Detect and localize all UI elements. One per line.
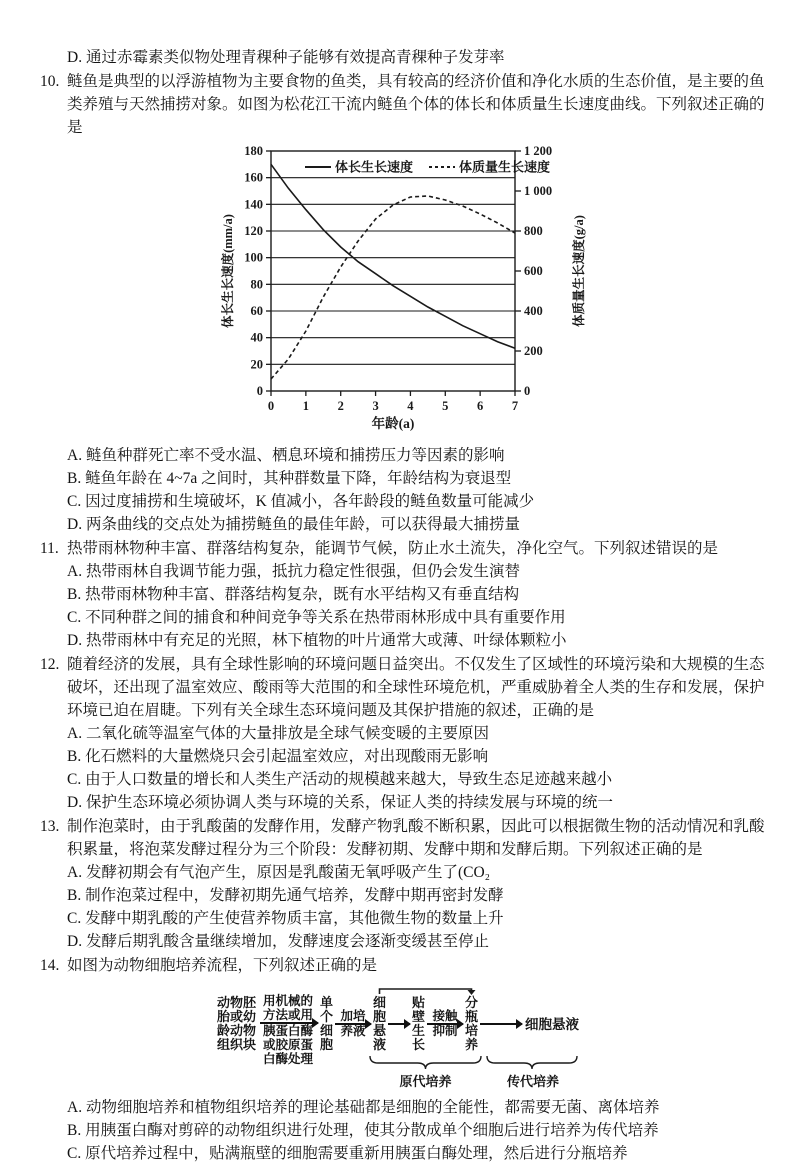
svg-text:180: 180 — [244, 144, 263, 158]
svg-text:0: 0 — [524, 384, 531, 398]
q10-option-d: D. 两条曲线的交点处为捕捞鲢鱼的最佳年龄，可以获得最大捕捞量 — [67, 516, 520, 533]
svg-text:体质量生长速度(g/a): 体质量生长速度(g/a) — [572, 215, 586, 327]
q13-option-c: C. 发酵中期乳酸的产生使营养物质丰富，其他微生物的数量上升 — [67, 910, 504, 927]
svg-text:1 000: 1 000 — [524, 184, 553, 198]
arrow-right-icon — [388, 1023, 410, 1025]
svg-text:6: 6 — [477, 399, 484, 413]
q13-option-a: A. 发酵初期会有气泡产生，原因是乳酸菌无氧呼吸产生了(CO₂ — [67, 864, 491, 881]
flow-arrow-b — [480, 1023, 522, 1025]
q11-option-c: C. 不同种群之间的捕食和种间竞争等关系在热带雨林形成中具有重要作用 — [67, 609, 566, 626]
svg-text:200: 200 — [524, 344, 543, 358]
q13-option-b: B. 制作泡菜过程中，发酵初期先通气培养，发酵中期再密封发酵 — [67, 887, 504, 904]
svg-text:40: 40 — [250, 330, 263, 345]
svg-text:80: 80 — [250, 277, 263, 292]
q14-number: 14. — [40, 957, 60, 974]
svg-text:20: 20 — [250, 357, 263, 372]
arrow-right-icon — [260, 1022, 318, 1024]
flow-arrow3-label: 接触抑制 — [432, 1009, 458, 1038]
svg-text:年龄(a): 年龄(a) — [371, 416, 415, 431]
q13-stem: 制作泡菜时，由于乳酸菌的发酵作用，发酵产物乳酸不断积累，因此可以根据微生物的活动情况和乳酸积累量，将泡菜发酵过程分为三个阶段：发酵初期、发酵中期和发酵后期。下列叙述正确的是 — [67, 818, 765, 858]
flow-susp1: 细胞悬液 — [372, 995, 386, 1052]
q14-flow — [217, 980, 617, 1068]
svg-text:体长生长速度: 体长生长速度 — [335, 159, 414, 175]
q10-option-c: C. 因过度捕捞和生境破坏，K 值减小，各年龄段的鲢鱼数量可能减少 — [67, 493, 535, 510]
flow-arrow1 — [260, 982, 318, 1066]
q10-number: 10. — [40, 73, 60, 90]
question-10 — [40, 70, 774, 536]
q14-option-b: B. 用胰蛋白酶对剪碎的动物组织进行处理，使其分散成单个细胞后进行培养为传代培养 — [67, 1122, 659, 1139]
svg-text:400: 400 — [524, 304, 543, 318]
question-14 — [40, 954, 774, 1165]
q12-option-a: A. 二氧化硫等温室气体的大量排放是全球气候变暖的主要原因 — [67, 725, 489, 742]
q14-option-c: C. 原代培养过程中，贴满瓶壁的细胞需要重新用胰蛋白酶处理，然后进行分瓶培养 — [67, 1145, 628, 1162]
growth-rate-chart-svg — [219, 141, 591, 433]
flow-arrow2 — [335, 1008, 371, 1040]
q12-option-d: D. 保护生态环境必须协调人类与环境的关系，保证人类的持续发展与环境的统一 — [67, 794, 613, 811]
svg-text:1: 1 — [302, 399, 309, 413]
svg-text:0: 0 — [256, 384, 263, 398]
brace-label-passage: 传代培养 — [507, 1074, 560, 1089]
flow-adherent: 贴壁生长 — [411, 995, 425, 1052]
q14-stem: 如图为动物细胞培养流程，下列叙述正确的是 — [67, 957, 378, 974]
question-13 — [40, 815, 774, 953]
q12-stem: 随着经济的发展，具有全球性影响的环境问题日益突出。不仅发生了区域性的环境污染和大规模的生态破坏，还出现了温室效应、酸雨等大范围的和全球性环境危机，严重威胁着全人类的生存和发展，保护环境已迫在眉睫。下列有关全球生态环境问题及其保护措施的叙述，正确的是 — [67, 656, 765, 719]
q12-option-b: B. 化石燃料的大量燃烧只会引起温室效应，对出现酸雨无影响 — [67, 748, 489, 765]
svg-text:160: 160 — [244, 170, 263, 185]
q11-number: 11. — [40, 540, 59, 557]
q14-option-a: A. 动物细胞培养和植物组织培养的理论基础都是细胞的全能性，都需要无菌、离体培养 — [67, 1099, 660, 1116]
question-12 — [40, 653, 774, 814]
svg-text:60: 60 — [250, 304, 263, 318]
svg-text:4: 4 — [407, 399, 414, 413]
flow-split: 分瓶培养 — [464, 995, 478, 1052]
svg-text:7: 7 — [511, 399, 519, 413]
q13-option-d: D. 发酵后期乳酸含量继续增加，发酵速度会逐渐变缓甚至停止 — [67, 933, 489, 950]
q11-option-d: D. 热带雨林中有充足的光照，林下植物的叶片通常大或薄、叶绿体颗粒小 — [67, 632, 567, 649]
q14-flow-wrap — [217, 980, 617, 1096]
flow-source: 动物胚胎或幼龄动物组织块 — [217, 995, 257, 1052]
flow-arrow1-bottom-label: 胰蛋白酶或胶原蛋白酶处理 — [263, 1024, 314, 1066]
svg-text:体长生长速度(mm/a): 体长生长速度(mm/a) — [221, 214, 235, 328]
flow-single-cell: 单个细胞 — [319, 995, 333, 1052]
svg-text:1 200: 1 200 — [524, 144, 553, 158]
flow-arrow-a — [388, 1023, 410, 1025]
q13-number: 13. — [40, 818, 60, 835]
q10-option-a: A. 鲢鱼种群死亡率不受水温、栖息环境和捕捞压力等因素的影响 — [67, 447, 505, 464]
svg-text:3: 3 — [372, 399, 379, 413]
svg-text:体质量生长速度: 体质量生长速度 — [459, 159, 551, 175]
brace-label-primary: 原代培养 — [399, 1074, 452, 1089]
flow-arrow1-top-label: 用机械的方法或用 — [263, 994, 314, 1022]
flow-arrow3 — [427, 1008, 463, 1040]
svg-text:2: 2 — [337, 399, 344, 413]
svg-text:800: 800 — [524, 224, 543, 238]
question-9-option-d-row — [40, 46, 774, 69]
q12-number: 12. — [40, 656, 60, 673]
q11-option-b: B. 热带雨林物种丰富、群落结构复杂，既有水平结构又有垂直结构 — [67, 586, 520, 603]
arrow-right-icon — [480, 1023, 522, 1025]
svg-text:600: 600 — [524, 264, 543, 278]
q12-option-c: C. 由于人口数量的增长和人类生产活动的规模越来越大，导致生态足迹越来越小 — [67, 771, 613, 788]
svg-text:100: 100 — [244, 250, 263, 265]
svg-text:120: 120 — [244, 224, 263, 238]
question-9-number-spacer — [40, 46, 67, 69]
q11-stem: 热带雨林物种丰富、群落结构复杂，能调节气候，防止水土流失，净化空气。下列叙述错误的是 — [67, 540, 719, 557]
question-11 — [40, 537, 774, 652]
q11-option-a: A. 热带雨林自我调节能力强，抵抗力稳定性很强，但仍会发生演替 — [67, 563, 520, 580]
flow-susp2: 细胞悬液 — [525, 1016, 579, 1032]
q10-stem: 鲢鱼是典型的以浮游植物为主要食物的鱼类，具有较高的经济价值和净化水质的生态价值，是主要的鱼类养殖与天然捕捞对象。如图为松花江干流内鲢鱼个体的体长和体质量生长速度曲线。下列叙述正确的是 — [67, 73, 765, 136]
flow-arrow2-label: 加培养液 — [340, 1009, 366, 1038]
q10-option-b: B. 鲢鱼年龄在 4~7a 之间时，其种群数量下降，年龄结构为衰退型 — [67, 470, 512, 487]
growth-rate-chart — [219, 141, 591, 440]
svg-text:5: 5 — [442, 399, 449, 413]
q9-option-d: D. 通过赤霉素类似物处理青稞种子能够有效提高青稞种子发芽率 — [67, 49, 505, 66]
svg-text:0: 0 — [267, 399, 275, 413]
svg-text:140: 140 — [244, 197, 263, 212]
